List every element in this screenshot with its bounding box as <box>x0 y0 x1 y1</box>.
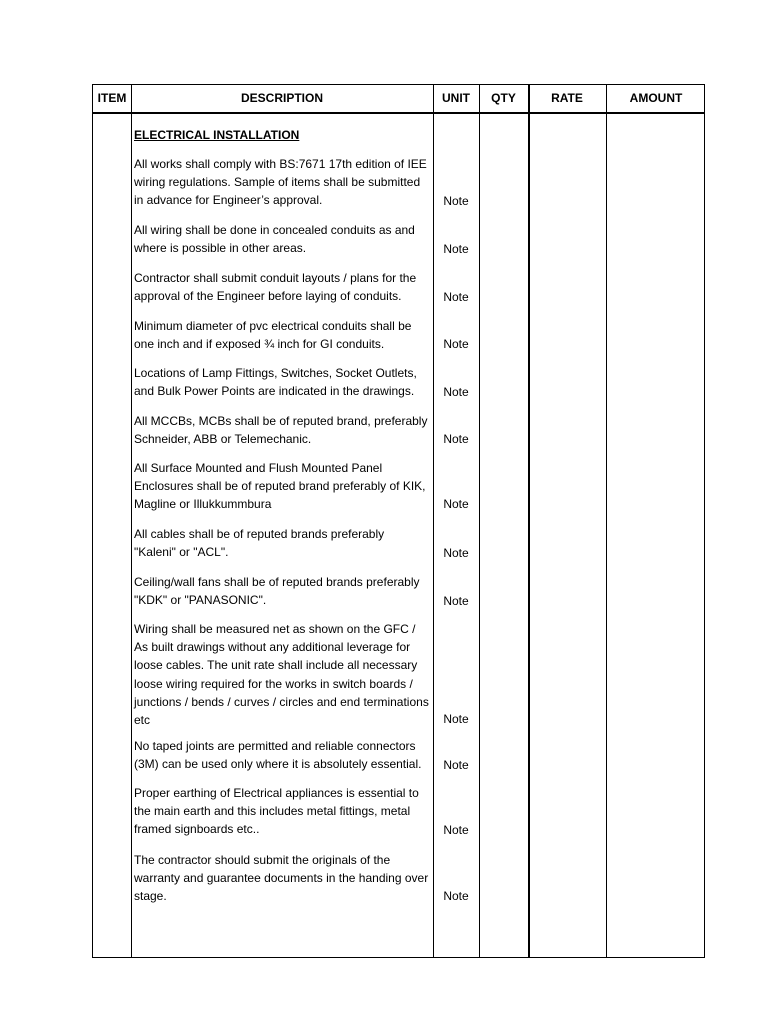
row-unit: Note <box>443 889 469 903</box>
row-unit: Note <box>443 546 469 560</box>
boq-table <box>92 84 705 958</box>
row-description: No taped joints are permitted and reliable connectors (3M) can be used only where it is absolutely essential. <box>134 739 422 772</box>
header-rate: RATE <box>551 91 583 105</box>
row-description: All works shall comply with BS:7671 17th edition of IEE wiring regulations. Sample of items shall be submitted in advance for Engineer’s approval. <box>134 157 427 208</box>
column-divider <box>479 85 480 957</box>
row-unit: Note <box>443 242 469 256</box>
row-unit: Note <box>443 758 469 772</box>
header-description: DESCRIPTION <box>240 91 323 105</box>
row-description: All cables shall be of reputed brands preferably "Kaleni" or "ACL". <box>134 527 385 560</box>
row-unit: Note <box>443 432 469 446</box>
row-unit: Note <box>443 337 469 351</box>
section-title: ELECTRICAL INSTALLATION <box>134 128 300 142</box>
row-unit: Note <box>443 290 469 304</box>
row-description: Locations of Lamp Fittings, Switches, Socket Outlets, and Bulk Power Points are indicated in the drawings. <box>134 366 417 399</box>
row-unit: Note <box>443 712 469 726</box>
row-unit: Note <box>443 594 469 608</box>
row-unit: Note <box>443 823 469 837</box>
row-description: All MCCBs, MCBs shall be of reputed brand, preferably Schneider, ABB or Telemechanic. <box>134 414 428 447</box>
row-description: The contractor should submit the originals of the warranty and guarantee documents in the handing over stage. <box>134 853 429 904</box>
header-unit: UNIT <box>442 91 470 105</box>
row-description: Proper earthing of Electrical appliances is essential to the main earth and this includes metal fittings, metal framed signboards etc.. <box>134 786 419 837</box>
row-unit: Note <box>443 497 469 511</box>
header-qty: QTY <box>491 91 516 105</box>
column-divider <box>528 85 530 957</box>
header-amount: AMOUNT <box>629 91 683 105</box>
row-unit: Note <box>443 385 469 399</box>
row-description: All Surface Mounted and Flush Mounted Panel Enclosures shall be of reputed brand preferably of KIK, Magline or Illukkummbura <box>134 461 426 512</box>
header-divider <box>93 112 704 114</box>
row-description: Ceiling/wall fans shall be of reputed brands preferably "KDK" or "PANASONIC". <box>134 575 420 608</box>
header-item: ITEM <box>97 91 127 105</box>
column-divider <box>606 85 607 957</box>
row-description: All wiring shall be done in concealed conduits as and where is possible in other areas. <box>134 223 415 256</box>
row-description: Minimum diameter of pvc electrical conduits shall be one inch and if exposed ¾ inch for GI conduits. <box>134 319 412 352</box>
row-unit: Note <box>443 194 469 208</box>
row-description: Contractor shall submit conduit layouts / plans for the approval of the Engineer before laying of conduits. <box>134 271 417 304</box>
column-divider <box>131 85 132 957</box>
row-description: Wiring shall be measured net as shown on the GFC / As built drawings without any additional leverage for loose cables. The unit rate shall include all necessary loose wiring required for the works in switch boards / junctions / bends / curves / circles and end terminations etc <box>134 622 429 728</box>
